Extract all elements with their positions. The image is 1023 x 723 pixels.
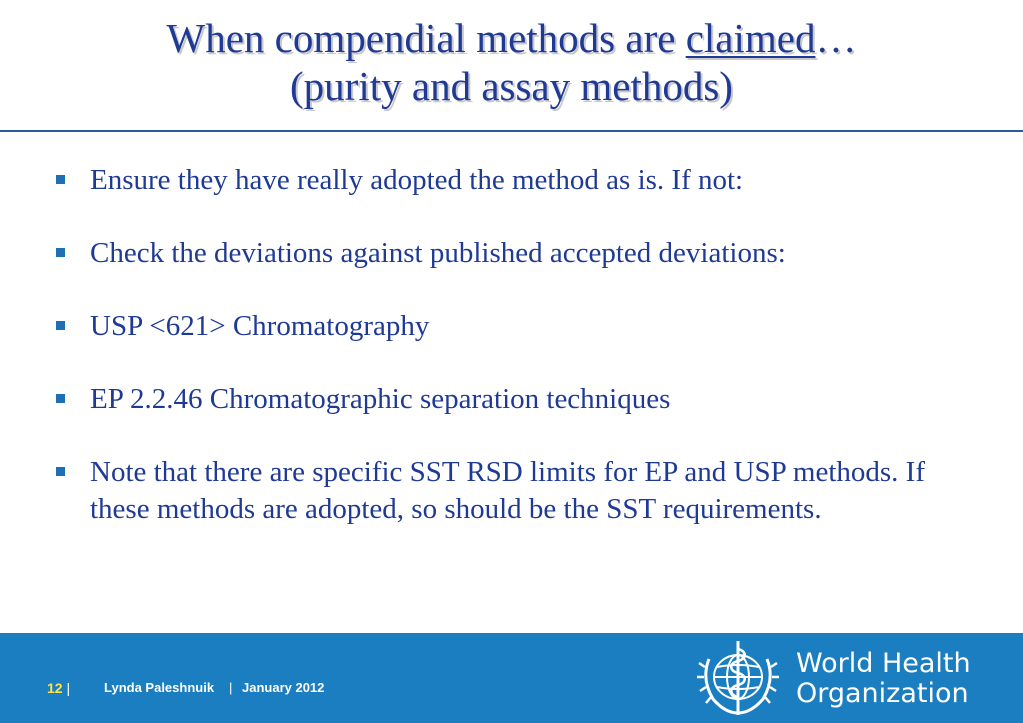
organization-name (796, 649, 971, 709)
bullet-text: EP 2.2.46 Chromatographic separation techniques (90, 383, 671, 415)
bullet-item (56, 381, 956, 418)
bullet-text: Check the deviations against published accepted deviations: (90, 237, 786, 269)
title-underlined-word: claimed (685, 15, 816, 61)
bullet-text: Note that there are specific SST RSD limits for EP and USP methods. If these methods are adopted, so should be the SST requirements. (90, 456, 925, 525)
title-ellipsis: … (815, 15, 857, 61)
title-line-2: (purity and assay methods) (290, 63, 733, 109)
footer-separator: | (229, 680, 233, 695)
footer-bar (0, 633, 1023, 723)
footer-date: January 2012 (242, 680, 325, 695)
who-emblem-icon (695, 637, 781, 719)
bullet-item (56, 454, 956, 528)
bullet-text: Ensure they have really adopted the method as is. If not: (90, 164, 744, 196)
footer-author: Lynda Paleshnuik (104, 680, 215, 695)
bullet-square-icon (56, 321, 65, 330)
bullet-square-icon (56, 175, 65, 184)
bullet-square-icon (56, 394, 65, 403)
page-number: 12 (47, 680, 63, 696)
page-number-group (47, 679, 70, 697)
bullet-item (56, 308, 956, 345)
bullet-square-icon (56, 467, 65, 476)
bullet-square-icon (56, 248, 65, 257)
org-name-line-1: World Health (796, 648, 971, 679)
footer-separator: | (66, 680, 71, 696)
bullet-text: USP <621> Chromatography (90, 310, 430, 342)
org-name-line-2: Organization (796, 678, 969, 709)
title-text-start: When compendial methods are (166, 15, 686, 61)
bullet-item (56, 162, 956, 199)
bullet-item (56, 235, 956, 272)
